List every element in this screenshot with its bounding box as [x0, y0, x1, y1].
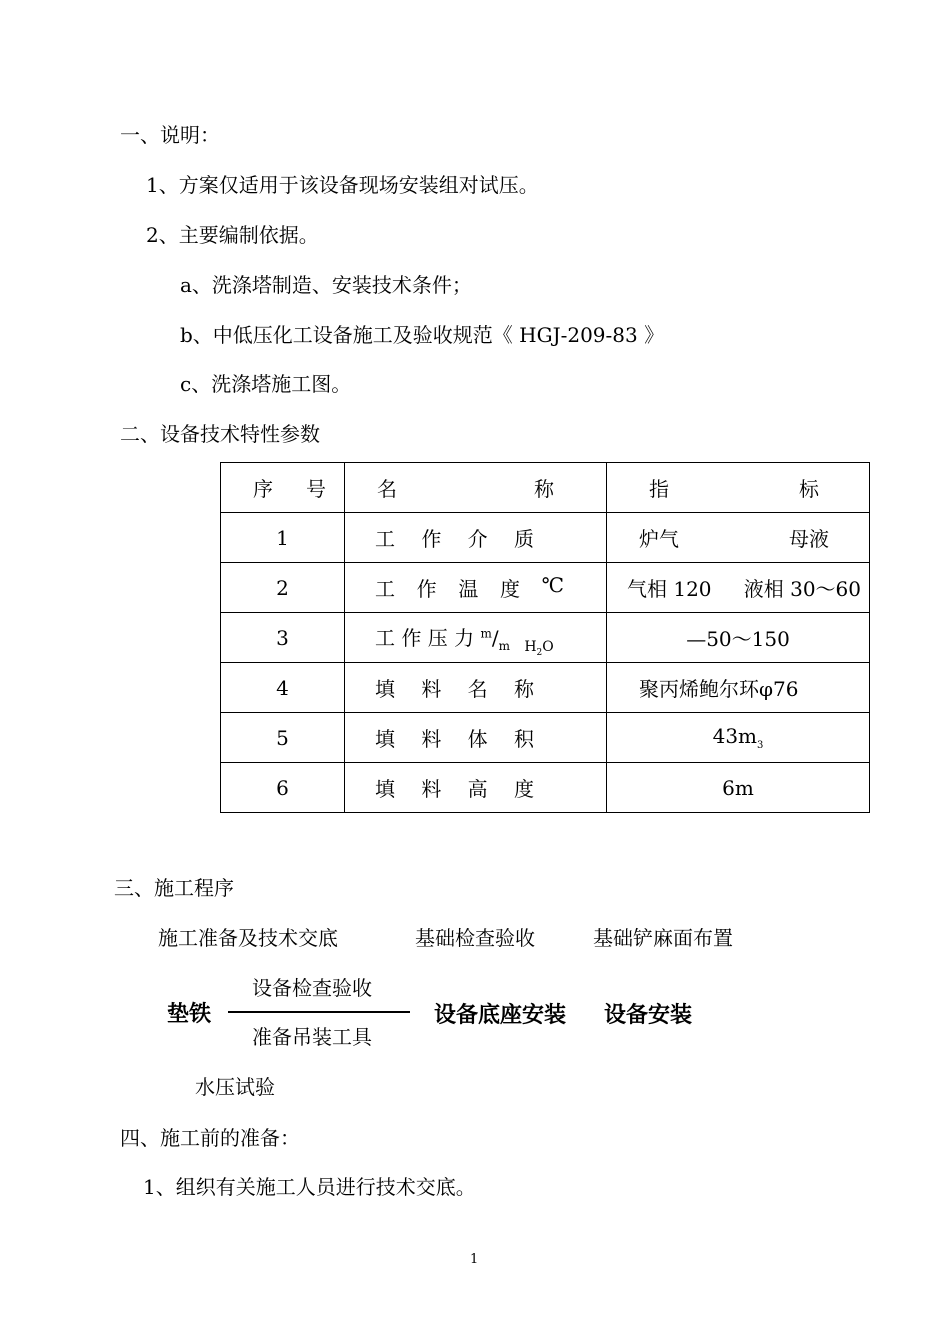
process-lower-label: 准备吊装工具: [252, 1025, 372, 1049]
row6-value: 6m: [607, 763, 870, 813]
row5-name-1: 填: [375, 727, 395, 751]
process-step-3: 基础铲麻面布置: [593, 926, 733, 950]
row1-value-2: 母液: [789, 527, 829, 551]
section1-sub-a: a、洗涤塔制造、安装技术条件；: [180, 273, 472, 297]
section3-heading: 三、施工程序: [114, 876, 234, 900]
process-step-last: 水压试验: [195, 1075, 275, 1099]
row3-name: 工 作 压 力: [375, 626, 475, 650]
row2-name-3: 温: [458, 577, 479, 601]
process-upper-label: 设备检查验收: [252, 976, 372, 1000]
row1-name-1: 工: [375, 527, 395, 551]
header-col1-a: 序: [253, 477, 273, 501]
section1-heading: 一、说明：: [120, 123, 220, 147]
row5-name-4: 积: [513, 727, 534, 751]
row3-unit-c: H: [524, 639, 537, 655]
row1-name-3: 介: [467, 527, 488, 551]
row2-name-5: ℃: [541, 573, 564, 597]
row1-name-2: 作: [421, 527, 442, 551]
row4-no: 4: [221, 663, 345, 713]
page-number: 1: [470, 1252, 479, 1267]
row3-value: —50～150: [607, 613, 870, 663]
row5-no: 5: [221, 713, 345, 763]
row2-no: 2: [221, 563, 345, 613]
row2-name-4: 度: [499, 577, 520, 601]
process-step-1: 施工准备及技术交底: [158, 926, 338, 950]
row1-name-4: 质: [513, 527, 534, 551]
row2-name-1: 工: [375, 577, 395, 601]
process-divider: [228, 1011, 410, 1013]
row5-value-sub: 3: [757, 740, 764, 751]
row6-name-1: 填: [375, 777, 395, 801]
row3-unit-slash: /: [491, 626, 499, 650]
row3-unit-b: m: [498, 639, 510, 653]
header-col3-b: 标: [799, 477, 819, 501]
section1-item1: 1、方案仅适用于该设备现场安装组对试压。: [146, 173, 539, 197]
section2-heading: 二、设备技术特性参数: [120, 422, 320, 446]
table-row: [221, 663, 870, 713]
row4-name-3: 名: [467, 677, 488, 701]
row6-name-2: 料: [421, 777, 442, 801]
row4-name-1: 填: [375, 677, 395, 701]
row4-name-4: 称: [513, 677, 534, 701]
process-step-2: 基础检查验收: [415, 926, 535, 950]
row2-name-2: 作: [416, 577, 437, 601]
section1-item2: 2、主要编制依据。: [146, 223, 319, 247]
row2-value-2: 液相 30～60: [743, 577, 861, 601]
table-row: [221, 613, 870, 663]
row5-name-3: 体: [467, 727, 488, 751]
row6-no: 6: [221, 763, 345, 813]
process-step-right: 设备安装: [604, 1003, 693, 1028]
row1-value-1: 炉气: [639, 527, 679, 551]
table-header-row: [221, 463, 870, 513]
table-row: [221, 513, 870, 563]
row4-name-2: 料: [421, 677, 442, 701]
table-row: [221, 563, 870, 613]
section1-sub-c: c、洗涤塔施工图。: [180, 372, 352, 396]
row3-unit-d: 2: [536, 647, 543, 658]
process-step-mid: 设备底座安装: [434, 1003, 567, 1028]
header-col3-a: 指: [649, 477, 669, 501]
row5-value: 43m: [712, 724, 758, 748]
row6-name-4: 度: [513, 777, 534, 801]
section1-sub-b: b、中低压化工设备施工及验收规范《 HGJ-209-83 》: [180, 323, 665, 347]
process-step-left: 垫铁: [167, 1002, 212, 1027]
section4-item1: 1、组织有关施工人员进行技术交底。: [143, 1175, 476, 1199]
header-col1-b: 号: [306, 477, 326, 501]
header-col2-a: 名: [377, 477, 397, 501]
row2-value-1: 气相 120: [627, 577, 712, 601]
table-row: [221, 713, 870, 763]
row3-unit-e: O: [542, 639, 554, 655]
spec-table: [220, 462, 870, 813]
row1-no: 1: [221, 513, 345, 563]
section4-heading: 四、施工前的准备：: [120, 1126, 300, 1150]
row6-name-3: 高: [467, 777, 488, 801]
row3-unit-a: m: [480, 626, 492, 641]
header-col2-b: 称: [534, 477, 554, 501]
row4-value: 聚丙烯鲍尔环φ76: [639, 677, 799, 701]
row5-name-2: 料: [421, 727, 442, 751]
table-row: [221, 763, 870, 813]
row3-no: 3: [221, 613, 345, 663]
